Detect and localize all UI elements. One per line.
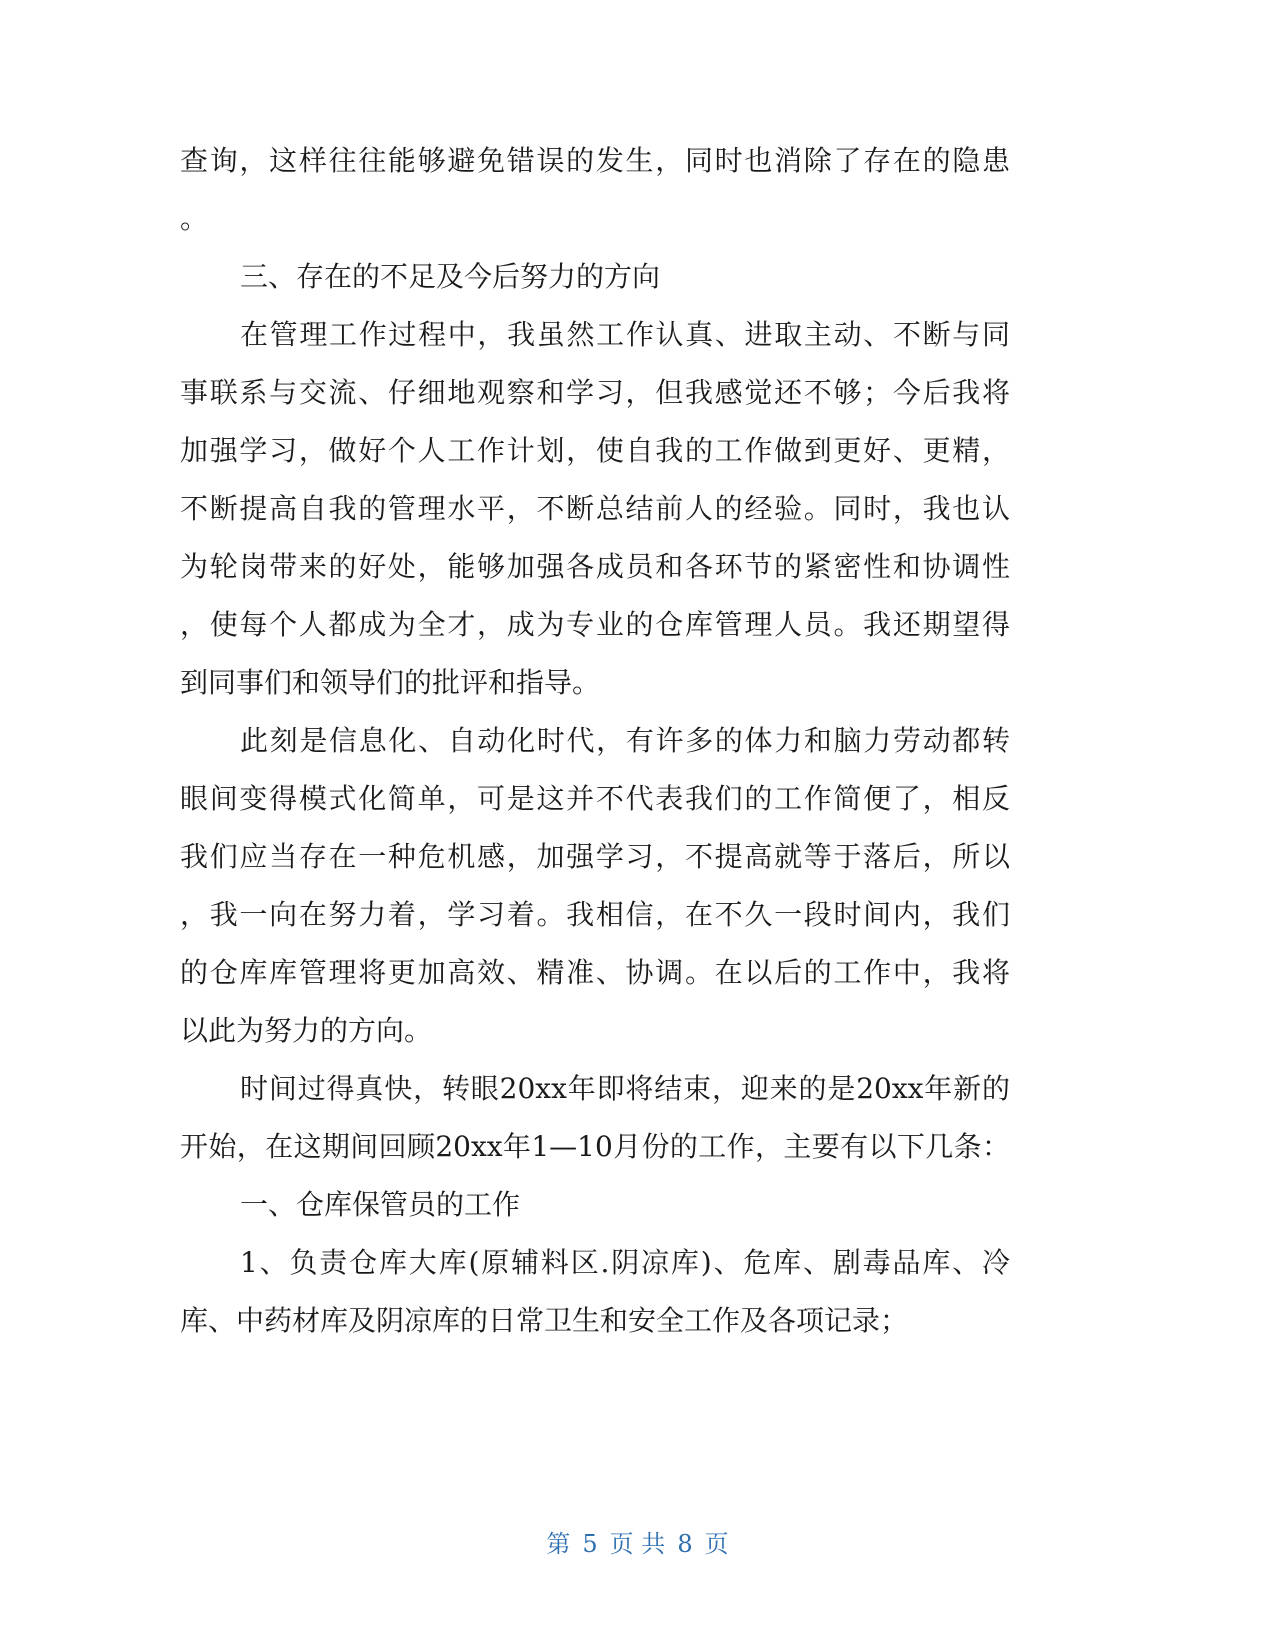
paragraph-first-line: 在管理工作过程中，我虽然工作认真、进取主动、不断与同 <box>240 318 1010 351</box>
text-line: 开始，在这期间回顾20xx年1—10月份的工作，主要有以下几条： <box>180 1130 1010 1163</box>
footer-suffix: 页 <box>704 1530 729 1558</box>
text-line: 事联系与交流、仔细地观察和学习，但我感觉还不够；今后我将 <box>180 376 1010 409</box>
text-line: 眼间变得模式化简单，可是这并不代表我们的工作简便了，相反 <box>180 782 1010 815</box>
text-line: 的仓库库管理将更加高效、精准、协调。在以后的工作中，我将 <box>180 956 1010 989</box>
paragraph-first-line: 此刻是信息化、自动化时代，有许多的体力和脑力劳动都转 <box>240 724 1010 757</box>
text-line: 以此为努力的方向。 <box>180 1014 433 1047</box>
total-pages-number: 8 <box>677 1530 693 1558</box>
text-line: 为轮岗带来的好处，能够加强各成员和各环节的紧密性和协调性 <box>180 550 1010 583</box>
text-line: ，我一向在努力着，学习着。我相信，在不久一段时间内，我们 <box>180 898 1010 931</box>
current-page-number: 5 <box>582 1530 598 1558</box>
paragraph-first-line: 1、负责仓库大库(原辅料区.阴凉库)、危库、剧毒品库、冷 <box>240 1246 1010 1279</box>
section-heading: 一、仓库保管员的工作 <box>240 1188 521 1221</box>
paragraph-first-line: 时间过得真快，转眼20xx年即将结束，迎来的是20xx年新的 <box>240 1072 1010 1105</box>
text-line: ，使每个人都成为全才，成为专业的仓库管理人员。我还期望得 <box>180 608 1010 641</box>
text-line: 我们应当存在一种危机感，加强学习，不提高就等于落后，所以 <box>180 840 1010 873</box>
text-line: 。 <box>180 202 209 235</box>
page-footer <box>0 1528 1275 1560</box>
text-line: 不断提高自我的管理水平，不断总结前人的经验。同时，我也认 <box>180 492 1010 525</box>
text-line: 到同事们和领导们的批评和指导。 <box>180 666 601 699</box>
text-line: 库、中药材库及阴凉库的日常卫生和安全工作及各项记录； <box>180 1304 909 1337</box>
text-line: 加强学习，做好个人工作计划，使自我的工作做到更好、更精， <box>180 434 1010 467</box>
text-line: 查询，这样往往能够避免错误的发生，同时也消除了存在的隐患 <box>180 144 1010 177</box>
footer-mid: 页 共 <box>609 1530 666 1558</box>
section-heading: 三、存在的不足及今后努力的方向 <box>240 260 661 293</box>
footer-prefix: 第 <box>546 1530 571 1558</box>
